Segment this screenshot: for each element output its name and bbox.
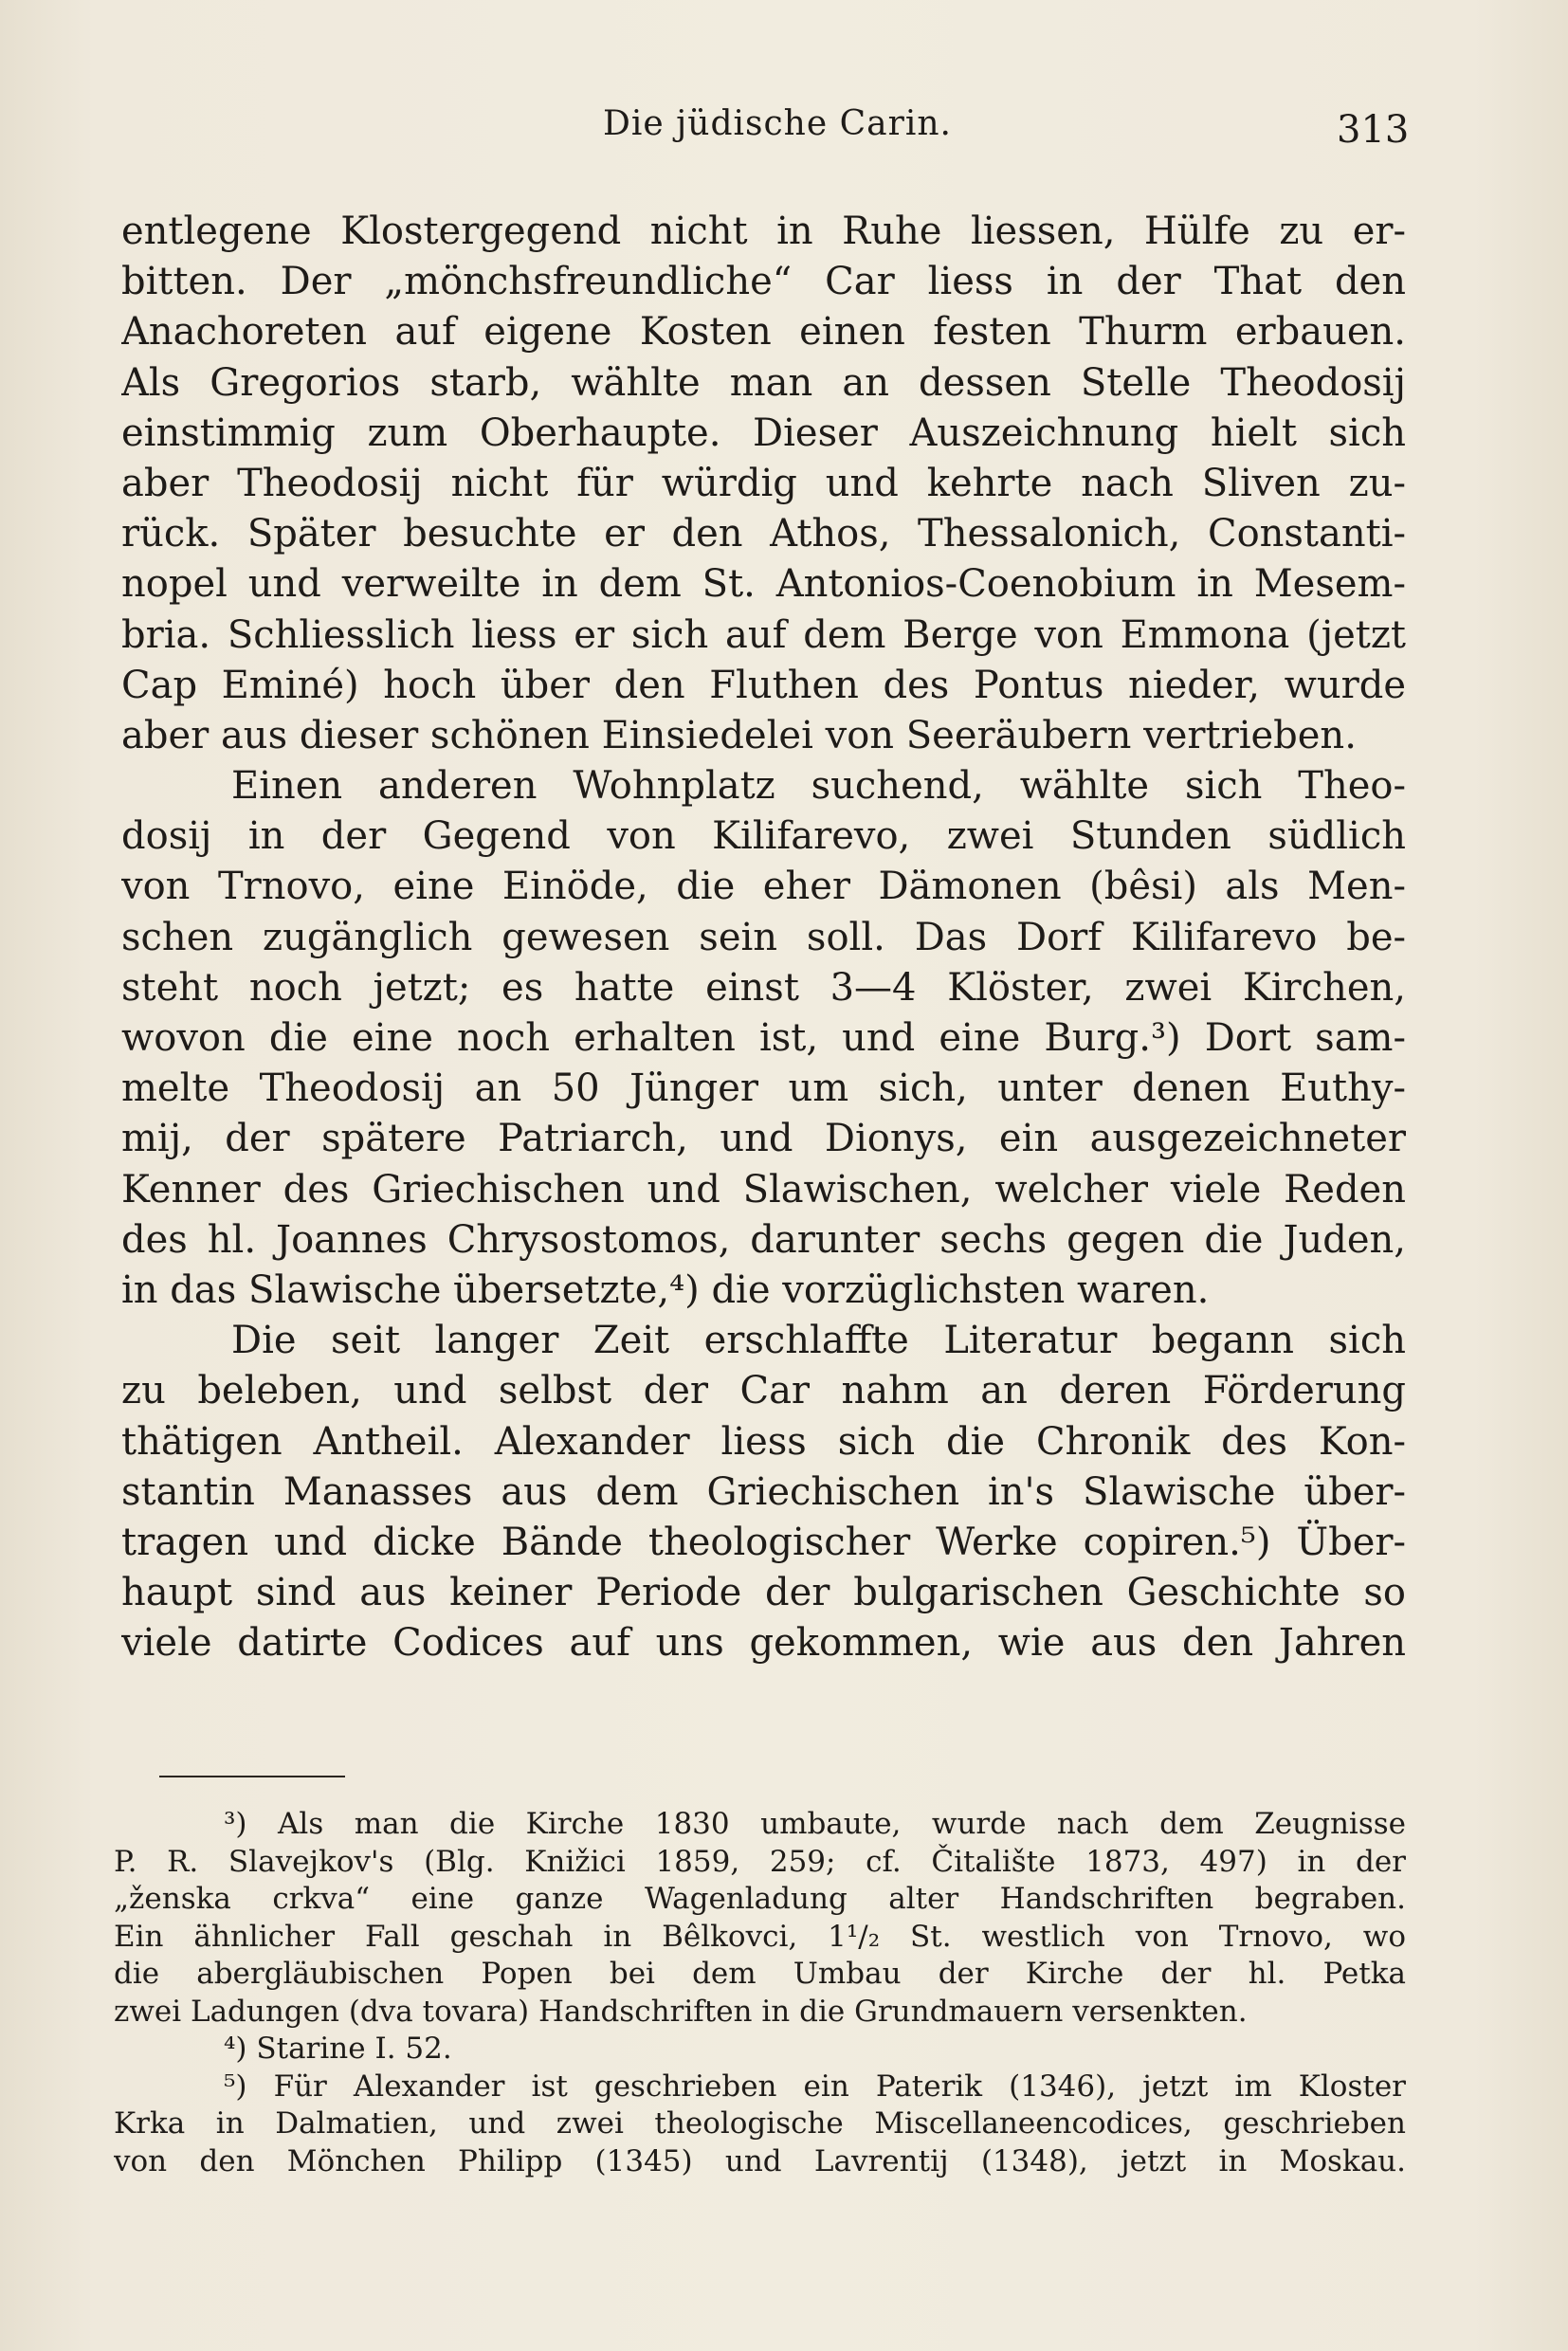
text-line: Anachoreten auf eigene Kosten einen festen Thurm erbauen. <box>121 310 1406 355</box>
text-line: einstimmig zum Oberhaupte. Dieser Auszeichnung hielt sich <box>121 410 1406 455</box>
text-line: Cap Eminé) hoch über den Fluthen des Pontus nieder, wurde <box>121 663 1406 707</box>
text-line: steht noch jetzt; es hatte einst 3—4 Klöster, zwei Kirchen, <box>121 965 1406 1010</box>
text-line: bitten. Der „mönchsfreundliche“ Car liess in der That den <box>121 260 1406 304</box>
footnote-line: „ženska crkva“ eine ganze Wagenladung alter Handschriften begraben. <box>114 1882 1406 1916</box>
footnote-line: Krka in Dalmatien, und zwei theologische Miscellaneencodices, geschrieben <box>114 2106 1406 2141</box>
footnote-line: Ein ähnlicher Fall geschah in Bêlkovci, 1¹/₂ St. westlich von Trnovo, wo <box>114 1919 1406 1954</box>
text-line: in das Slawische übersetzte,⁴) die vorzüglichsten waren. <box>121 1267 1210 1312</box>
text-line: tragen und dicke Bände theologischer Werke copiren.⁵) Über- <box>121 1520 1406 1564</box>
text-line: des hl. Joannes Chrysostomos, darunter sechs gegen die Juden, <box>121 1217 1406 1262</box>
text-line: rück. Später besuchte er den Athos, Thessalonich, Constanti- <box>121 512 1406 556</box>
running-title: Die jüdische Carin. <box>603 104 952 143</box>
footnote-line: zwei Ladungen (dva tovara) Handschriften in die Grundmauern versenkten. <box>114 1994 1248 2029</box>
text-line: schen zugänglich gewesen sein soll. Das Dorf Kilifarevo be- <box>121 915 1406 959</box>
text-line: nopel und verweilte in dem St. Antonios-Coenobium in Mesem- <box>121 562 1406 607</box>
footnote-line: P. R. Slavejkov's (Blg. Knižici 1859, 259; cf. Čitalište 1873, 497) in der <box>114 1844 1406 1879</box>
footnote-line: ⁴) Starine I. 52. <box>224 2032 452 2066</box>
text-line: aber aus dieser schönen Einsiedelei von Seeräubern vertrieben. <box>121 713 1357 757</box>
footnotes <box>114 1806 1406 2180</box>
text-line: stantin Manasses aus dem Griechischen in's Slawische über- <box>121 1469 1406 1514</box>
text-line: haupt sind aus keiner Periode der bulgarischen Geschichte so <box>121 1571 1406 1615</box>
page-number: 313 <box>1337 108 1410 152</box>
footnote-line: die abergläubischen Popen bei dem Umbau der Kirche der hl. Petka <box>114 1957 1406 1991</box>
text-line: dosij in der Gegend von Kilifarevo, zwei Stunden südlich <box>121 814 1406 859</box>
text-line: bria. Schliesslich liess er sich auf dem Berge von Emmona (jetzt <box>121 612 1406 657</box>
text-line: wovon die eine noch erhalten ist, und eine Burg.³) Dort sam- <box>121 1016 1406 1060</box>
footnote-line: von den Mönchen Philipp (1345) und Lavrentij (1348), jetzt in Moskau. <box>114 2143 1406 2178</box>
text-line: zu beleben, und selbst der Car nahm an deren Förderung <box>121 1369 1406 1413</box>
footnote-line: ⁵) Für Alexander ist geschrieben ein Paterik (1346), jetzt im Kloster <box>224 2069 1406 2104</box>
text-line: aber Theodosij nicht für würdig und kehrte nach Sliven zu- <box>121 461 1406 505</box>
text-line: Einen anderen Wohnplatz suchend, wählte sich Theo- <box>231 764 1406 809</box>
text-line: melte Theodosij an 50 Jünger um sich, unter denen Euthy- <box>121 1066 1406 1111</box>
text-line: entlegene Klostergegend nicht in Ruhe liessen, Hülfe zu er- <box>121 210 1406 253</box>
text-line: thätigen Antheil. Alexander liess sich die Chronik des Kon- <box>121 1419 1406 1464</box>
text-line: mij, der spätere Patriarch, und Dionys, ein ausgezeichneter <box>121 1117 1406 1161</box>
body-text <box>121 207 1406 1668</box>
footnote-line: ³) Als man die Kirche 1830 umbaute, wurde nach dem Zeugnisse <box>224 1807 1406 1841</box>
footnote-divider <box>159 1776 345 1777</box>
text-line: Die seit langer Zeit erschlaffte Literatur begann sich <box>231 1319 1406 1363</box>
text-line: von Trnovo, eine Einöde, die eher Dämonen (bêsi) als Men- <box>121 865 1406 909</box>
text-line: viele datirte Codices auf uns gekommen, wie aus den Jahren <box>121 1621 1406 1666</box>
running-head <box>0 104 1568 161</box>
text-line: Kenner des Griechischen und Slawischen, welcher viele Reden <box>121 1167 1406 1212</box>
text-line: Als Gregorios starb, wählte man an dessen Stelle Theodosij <box>121 360 1406 405</box>
